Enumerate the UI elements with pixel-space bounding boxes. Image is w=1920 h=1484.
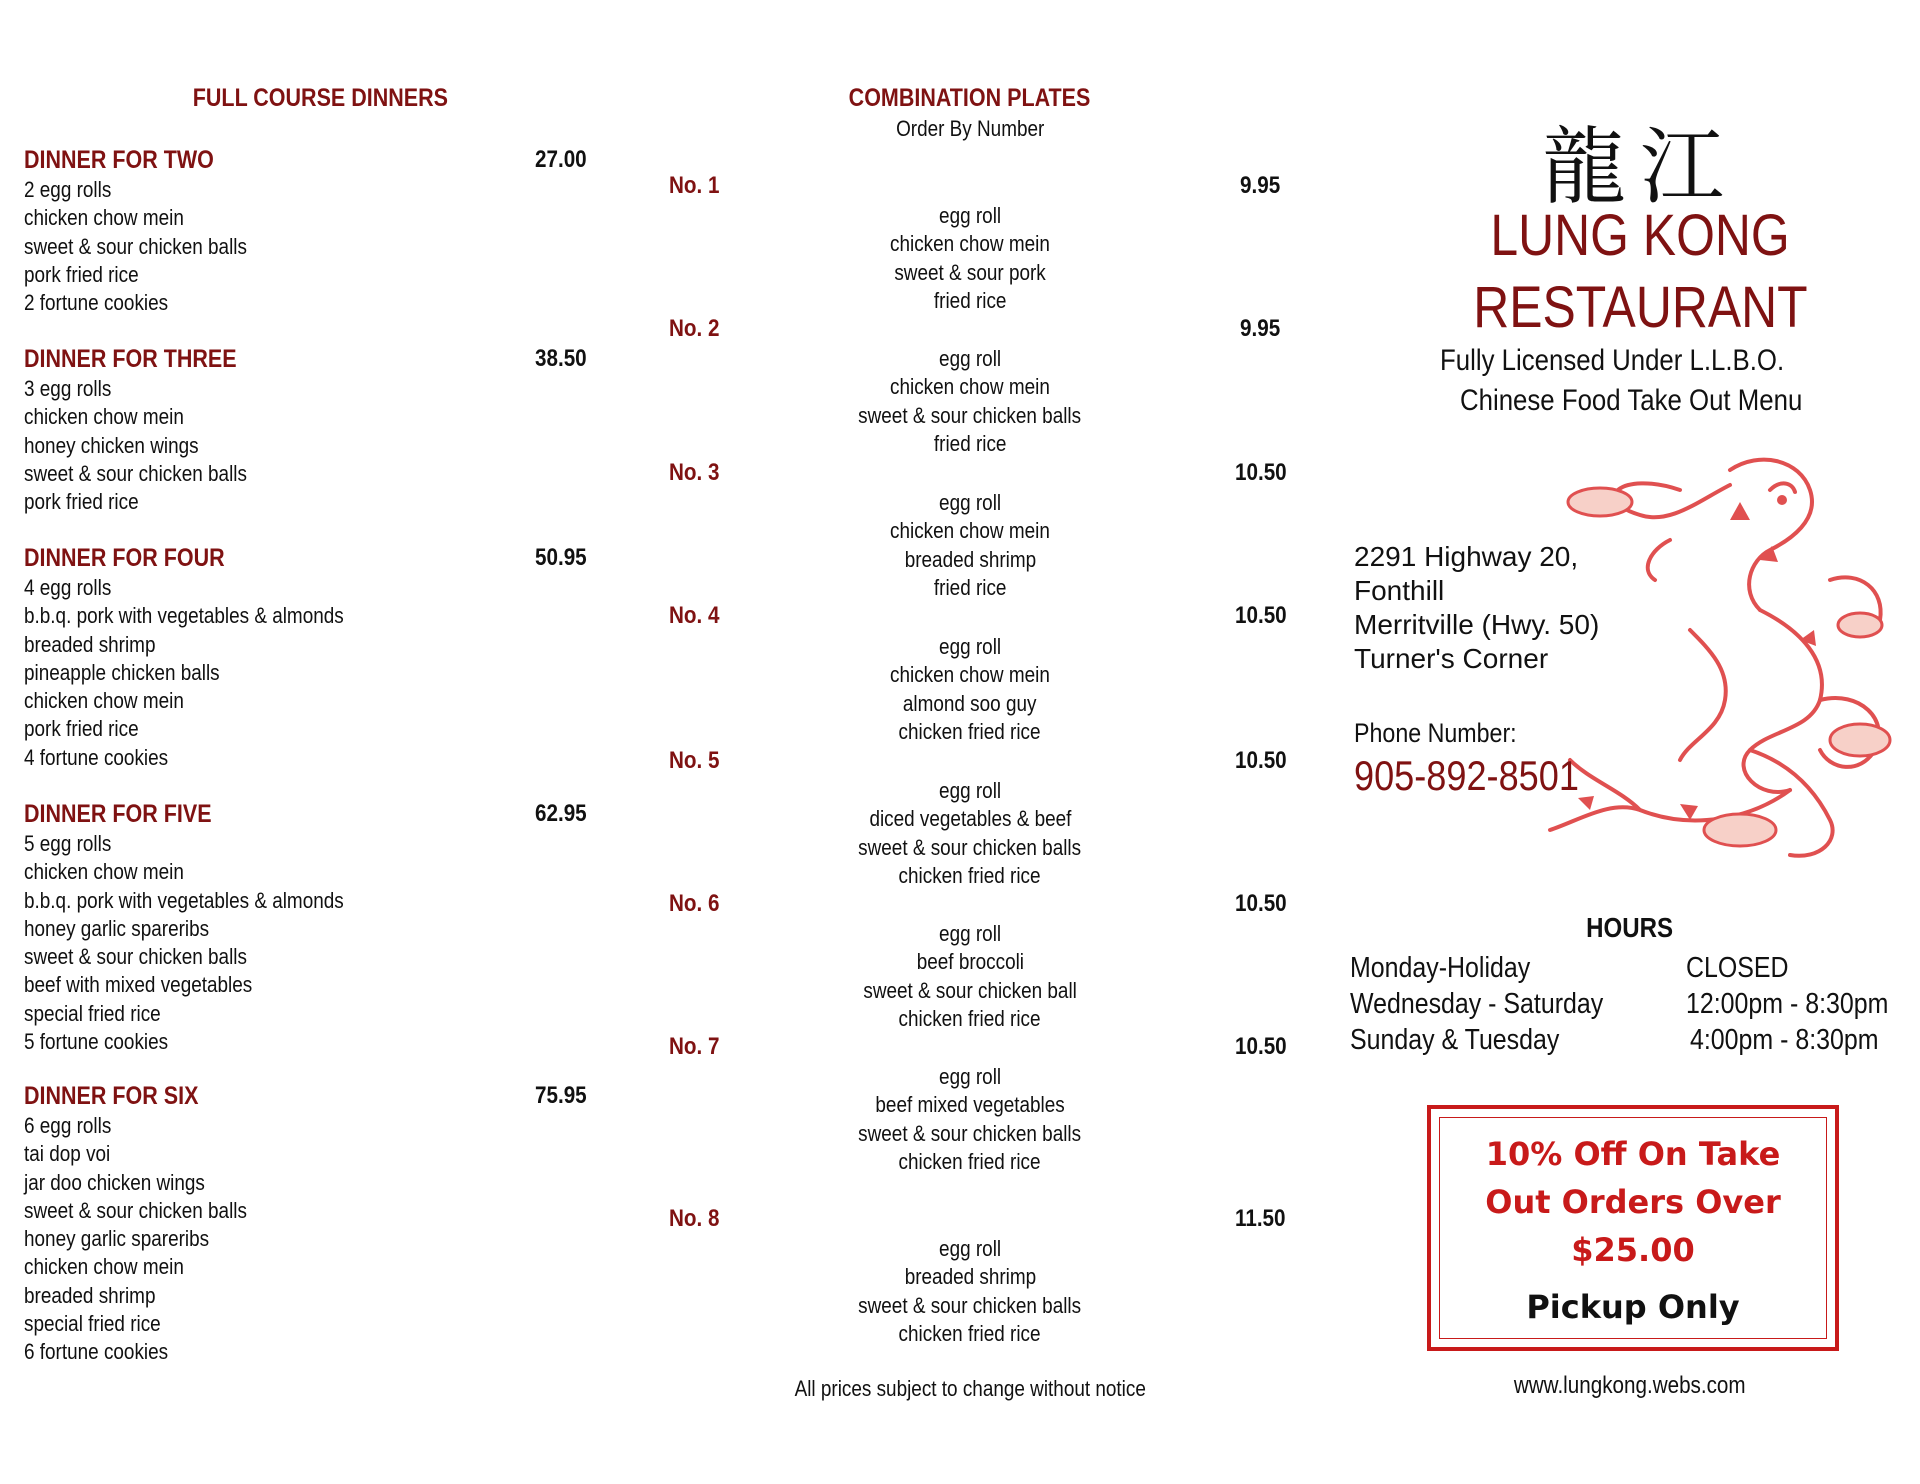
address-block (1354, 540, 1599, 676)
combo-item: egg roll (938, 634, 1002, 659)
hours-row (1350, 950, 1910, 986)
dinner-item: pork fried rice (24, 261, 139, 287)
combo-price: 10.50 (1235, 602, 1287, 629)
combo-item: sweet & sour chicken balls (858, 1120, 1082, 1146)
dinner-item: sweet & sour chicken balls (24, 1197, 247, 1223)
combo-item: chicken chow mein (890, 662, 1050, 688)
combo-item: fried rice (933, 430, 1007, 456)
combo-number: No. 1 (669, 172, 720, 199)
dinner-item: tai dop voi (24, 1141, 111, 1167)
dinner-header (24, 1082, 634, 1112)
dinner-item: b.b.q. pork with vegetables & almonds (24, 887, 344, 913)
dinner-item: sweet & sour chicken balls (24, 944, 247, 970)
dinner-header (24, 544, 634, 574)
dinner-header (24, 345, 634, 375)
dinner-block (24, 345, 634, 516)
dinner-item: pork fried rice (24, 716, 139, 742)
combo-number: No. 5 (669, 747, 720, 774)
hours-day: Monday-Holiday (1350, 952, 1531, 984)
combo-item: chicken fried rice (899, 718, 1041, 744)
address-line: 2291 Highway 20, (1354, 541, 1579, 572)
dinner-price: 62.95 (535, 800, 587, 827)
combo-item: sweet & sour chicken balls (858, 834, 1082, 860)
dinner-item: honey garlic spareribs (24, 915, 210, 941)
dinner-price: 75.95 (535, 1082, 587, 1109)
combo-item: fried rice (933, 287, 1007, 313)
combo-price: 10.50 (1235, 747, 1287, 774)
address-line: Merritville (Hwy. 50) (1354, 609, 1600, 640)
dinner-item: 4 egg rolls (24, 575, 112, 600)
restaurant-name-line1: LUNG KONG (1490, 203, 1790, 268)
dinner-item: beef with mixed vegetables (24, 972, 253, 998)
combo-item: beef broccoli (916, 949, 1024, 975)
dinner-item: sweet & sour chicken balls (24, 233, 247, 259)
combo-items (820, 1063, 1120, 1176)
dinner-item: sweet & sour chicken balls (24, 460, 247, 486)
address-line: Turner's Corner (1354, 643, 1549, 674)
hours-row (1350, 1022, 1910, 1058)
address-line: Fonthill (1354, 575, 1445, 606)
combo-item: almond soo guy (903, 690, 1037, 716)
combo-price: 11.50 (1235, 1205, 1286, 1232)
combo-item: egg roll (938, 921, 1002, 946)
promo-box (1427, 1105, 1839, 1351)
dinner-name: DINNER FOR THREE (24, 345, 237, 373)
promo-inner (1439, 1117, 1827, 1339)
combo-item: egg roll (938, 1236, 1002, 1261)
pickup-only-text: Pickup Only (1526, 1288, 1740, 1326)
combo-item: sweet & sour chicken balls (858, 402, 1082, 428)
combo-items (820, 633, 1120, 746)
dinner-item: honey chicken wings (24, 432, 199, 458)
combo-item: sweet & sour chicken balls (858, 1292, 1082, 1318)
combo-item: chicken chow mein (890, 374, 1050, 400)
combo-item: egg roll (938, 203, 1002, 228)
dinner-item: honey garlic spareribs (24, 1226, 210, 1252)
dinner-item: 3 egg rolls (24, 376, 112, 401)
combo-item: breaded shrimp (904, 546, 1036, 572)
menu-type-text: Chinese Food Take Out Menu (1460, 384, 1803, 417)
hours-title: HOURS (1586, 912, 1674, 943)
chinese-name: 龍江 (1541, 118, 1738, 216)
dinner-item: breaded shrimp (24, 631, 156, 657)
combo-item: diced vegetables & beef (869, 806, 1071, 832)
combo-items (820, 777, 1120, 890)
combo-items (820, 920, 1120, 1033)
combo-items (820, 489, 1120, 602)
dinner-name: DINNER FOR TWO (24, 146, 214, 174)
hours-time: 4:00pm - 8:30pm (1690, 1024, 1879, 1056)
combo-price: 9.95 (1240, 315, 1281, 342)
dinner-header (24, 146, 634, 176)
combo-price: 10.50 (1235, 1033, 1287, 1060)
dinner-block (24, 544, 634, 772)
combo-number: No. 6 (669, 890, 720, 917)
combo-number: No. 2 (669, 315, 720, 342)
combo-number: No. 3 (669, 459, 720, 486)
dinner-name: DINNER FOR FOUR (24, 544, 225, 572)
combo-number: No. 7 (669, 1033, 720, 1060)
dinner-header (24, 800, 634, 830)
promo-line: 10% Off On Take (1485, 1135, 1781, 1173)
dinner-item: b.b.q. pork with vegetables & almonds (24, 603, 344, 629)
dinner-item: chicken chow mein (24, 688, 184, 714)
combo-items (820, 345, 1120, 458)
dinner-item: chicken chow mein (24, 205, 184, 231)
dinner-name: DINNER FOR SIX (24, 1082, 199, 1110)
dinner-price: 50.95 (535, 544, 587, 571)
combo-subtitle: Order By Number (895, 116, 1045, 141)
dinner-item: 5 egg rolls (24, 831, 112, 856)
dinner-item: chicken chow mein (24, 1254, 184, 1280)
combo-item: egg roll (938, 1064, 1002, 1089)
combo-title: COMBINATION PLATES (849, 84, 1091, 112)
dinner-price: 38.50 (535, 345, 587, 372)
dinner-item: jar doo chicken wings (24, 1169, 205, 1195)
price-notice: All prices subject to change without notice (794, 1376, 1146, 1401)
combo-item: chicken chow mein (890, 518, 1050, 544)
hours-time: CLOSED (1686, 952, 1789, 984)
promo-text (1440, 1130, 1826, 1274)
dinner-item: chicken chow mein (24, 404, 184, 430)
hours-row (1350, 986, 1910, 1022)
combo-price: 9.95 (1240, 172, 1281, 199)
combo-item: breaded shrimp (904, 1264, 1036, 1290)
dinner-name: DINNER FOR FIVE (24, 800, 212, 828)
dinner-item: 2 fortune cookies (24, 290, 169, 316)
hours-time: 12:00pm - 8:30pm (1686, 988, 1889, 1020)
hours-day: Sunday & Tuesday (1350, 1024, 1560, 1056)
dinner-price: 27.00 (535, 146, 587, 173)
combo-item: chicken fried rice (899, 1005, 1041, 1031)
dinner-block (24, 146, 634, 317)
hours-day: Wednesday - Saturday (1350, 988, 1604, 1020)
combo-price: 10.50 (1235, 890, 1287, 917)
combo-number: No. 4 (669, 602, 720, 629)
promo-line: $25.00 (1571, 1231, 1695, 1269)
website-link[interactable]: www.lungkong.webs.com (1514, 1372, 1746, 1399)
dinner-item: chicken chow mein (24, 859, 184, 885)
combo-price: 10.50 (1235, 459, 1287, 486)
dinner-item: 6 fortune cookies (24, 1339, 169, 1365)
dinner-item: 6 egg rolls (24, 1113, 112, 1138)
dinner-item: pineapple chicken balls (24, 659, 220, 685)
dinner-block (24, 800, 634, 1056)
combo-item: egg roll (938, 346, 1002, 371)
combo-item: chicken fried rice (899, 1148, 1041, 1174)
combo-item: beef mixed vegetables (875, 1092, 1065, 1118)
dinner-item: 4 fortune cookies (24, 744, 169, 770)
combo-item: sweet & sour chicken ball (863, 977, 1077, 1003)
restaurant-name-line2: RESTAURANT (1472, 275, 1808, 340)
dinner-item: breaded shrimp (24, 1282, 156, 1308)
promo-line: Out Orders Over (1485, 1183, 1781, 1221)
combo-items (820, 1235, 1120, 1348)
dinner-item: 2 egg rolls (24, 177, 112, 202)
combo-items (820, 202, 1120, 315)
phone-label: Phone Number: (1354, 718, 1517, 748)
dinner-block (24, 1082, 634, 1367)
license-text: Fully Licensed Under L.L.B.O. (1440, 344, 1785, 377)
combo-item: egg roll (938, 778, 1002, 803)
dinner-item: pork fried rice (24, 489, 139, 515)
combo-item: chicken chow mein (890, 231, 1050, 257)
combo-item: fried rice (933, 574, 1007, 600)
dinner-item: special fried rice (24, 1311, 161, 1337)
full-course-title: FULL COURSE DINNERS (192, 84, 448, 112)
combo-item: sweet & sour pork (894, 259, 1046, 285)
combo-item: chicken fried rice (899, 862, 1041, 888)
dinner-item: 5 fortune cookies (24, 1029, 169, 1055)
combo-item: egg roll (938, 490, 1002, 515)
phone-number[interactable]: 905-892-8501 (1354, 752, 1579, 799)
combo-number: No. 8 (669, 1205, 720, 1232)
dinner-item: special fried rice (24, 1000, 161, 1026)
combo-item: chicken fried rice (899, 1320, 1041, 1346)
